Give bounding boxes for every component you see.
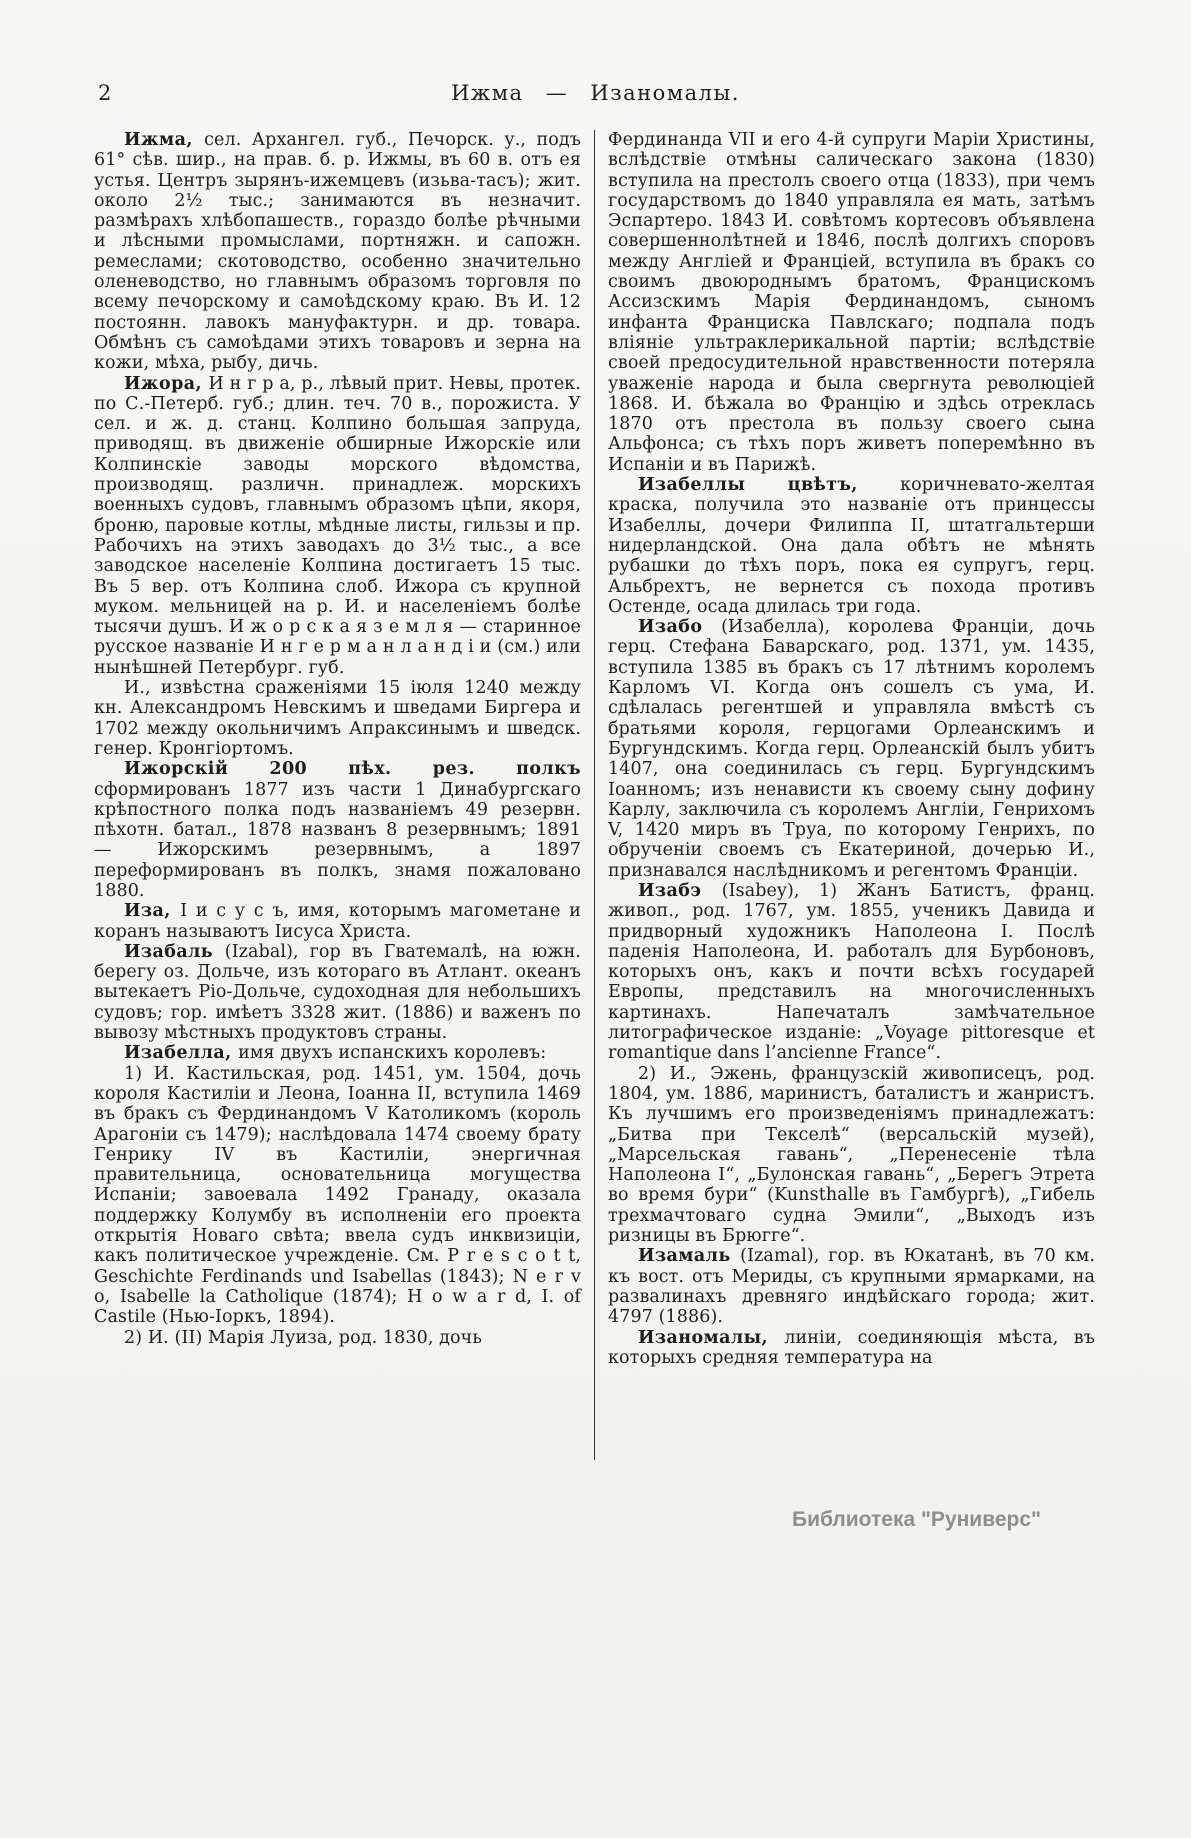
- entry-term: Изабаль: [124, 941, 225, 962]
- entry-paragraph: Ижорскій 200 пѣх. рез. полкъ сформированъ 1877 изъ части 1 Динабургскаго крѣпостного полка подъ названіемъ 49 резервн. пѣхотн. батал., 1878 названъ 8 резервнымъ; 1891 — Ижорскимъ резервнымъ, а 1897 переформированъ въ полкъ, знамя пожаловано 1880.: [94, 759, 581, 901]
- running-header: [94, 76, 1097, 118]
- entry-term: Иза,: [124, 901, 181, 922]
- entry-term: Изабелла,: [124, 1043, 239, 1064]
- entry-term: Ижма,: [124, 130, 205, 150]
- entry-term: Изабо: [638, 617, 722, 638]
- entry-paragraph: Изабэ (Isabey), 1) Жанъ Батистъ, франц. живоп., род. 1767, ум. 1855, ученикъ Давида и придворный художникъ Наполеона I. Послѣ паденія Наполеона, И. работалъ для Бурбоновъ, которыхъ онъ, какъ и почти всѣхъ государей Европы, представилъ на многочисленныхъ картинахъ. Напечаталъ замѣчательное литографическое изданіе: „Voyage pittoresque et romantique dans l’ancienne France“.: [608, 880, 1095, 1064]
- page-title: Ижма — Изаномалы.: [451, 81, 740, 105]
- text-columns: [94, 130, 1097, 1460]
- column-right: [608, 130, 1095, 1460]
- entry-paragraph: Фердинанда VII и его 4-й супруги Маріи Христины, вслѣдствіе отмѣны салическаго закона (1830) вступила на престолъ своего отца (1833), при чемъ государствомъ до 1840 управляла ея мать, затѣмъ Эспартеро. 1843 И. совѣтомъ кортесовъ объявлена совершеннолѣтней и 1846, послѣ долгихъ споровъ между Англіей и Франціей, вступила въ бракъ со своимъ двоюроднымъ братомъ, Францискомъ Ассизскимъ Марія Фердинандомъ, сыномъ инфанта Франциска Павлскаго; подпала подъ вліяніе ультраклерикальной партіи; вслѣдствіе своей предосудительной нравственности потеряла уваженіе народа и была свергнута революціей 1868. И. бѣжала во Францію и здѣсь отреклась 1870 отъ престола въ пользу своего сына Альфонса; съ тѣхъ поръ живетъ поперемѣнно въ Испаніи и въ Парижѣ.: [608, 130, 1095, 475]
- entry-paragraph: Ижма, сел. Архангел. губ., Печорск. у., подъ 61° сѣв. шир., на прав. б. р. Ижмы, въ 60 в. отъ ея устья. Центръ зырянъ-ижемцевъ (изьва-тасъ); жит. около 2½ тыс.; занимаются въ незначит. размѣрахъ хлѣбопашеств., гораздо болѣе рѣчными и лѣсными промыслами, портняжн. и сапожн. ремеслами; скотоводство, особенно значительно оленеводство, но главнымъ образомъ торговля по всему печорскому и самоѣдскому краю. Въ И. 12 постоянн. лавокъ мануфактурн. и др. товара. Обмѣнъ съ самоѣдами этихъ товаровъ и зерна на кожи, мѣха, рыбу, дичь.: [94, 130, 581, 374]
- column-left: [94, 130, 581, 1460]
- entry-term: Изабэ: [638, 880, 722, 901]
- entry-paragraph: Изабелла, имя двухъ испанскихъ королевъ:: [124, 1043, 547, 1064]
- entry-paragraph: И., извѣстна сраженіями 15 іюля 1240 между кн. Александромъ Невскимъ и шведами Биргера и 1702 между окольничимъ Апраксинымъ и шведск. генер. Кронгіортомъ.: [94, 678, 581, 759]
- entry-paragraph: 1) И. Кастильская, род. 1451, ум. 1504, дочь короля Кастиліи и Леона, Іоанна II, вступила 1469 въ бракъ съ Фердинандомъ V Католикомъ (король Арагоніи съ 1479); наслѣдовала 1474 своему брату Генрику IV въ Кастиліи, энергичная правительница, основательница могущества Испаніи; завоевала 1492 Гранаду, оказала поддержку Колумбу въ исполненіи его проекта открытія Новаго свѣта; ввела судъ инквизиціи, какъ политическое учрежденіе. См. P r e s c o t t, Geschichte Ferdinands und Isabellas (1843); N e r v o, Isabelle la Catholique (1874); H o w a r d, I. of Castile (Нью-Іоркъ, 1894).: [94, 1063, 581, 1328]
- entry-paragraph: Изабеллы цвѣтъ, коричневато-желтая краска, получила это названіе отъ принцессы Изабеллы, дочери Филиппа II, штатгальтерши нидерландской. Она дала обѣтъ не мѣнять рубашки до тѣхъ поръ, пока ея супругъ, герц. Альбрехтъ, не вернется съ похода противъ Остенде, осада длилась три года.: [608, 475, 1095, 617]
- entry-term: Ижорскій 200 пѣх. рез. полкъ: [124, 759, 581, 780]
- entry-paragraph: Изаномалы, линіи, соединяющія мѣста, въ которыхъ средняя температура на: [608, 1327, 1095, 1368]
- entry-paragraph: 2) И. (II) Марія Луиза, род. 1830, дочь: [124, 1327, 482, 1348]
- column-divider: [594, 130, 595, 1460]
- entry-paragraph: Изабаль (Izabal), гор въ Гватемалѣ, на южн. берегу оз. Дольче, изъ котораго въ Атлант. океанъ вытекаетъ Ріо-Дольче, судоходная для небольшихъ судовъ; гор. имѣетъ 3328 жит. (1886) и важенъ по вывозу мѣстныхъ продуктовъ страны.: [94, 941, 581, 1044]
- entry-paragraph: 2) И., Эжень, французскій живописецъ, род. 1804, ум. 1886, маринистъ, баталистъ и жанристъ. Къ лучшимъ его произведеніямъ принадлежатъ: „Битва при Текселѣ“ (версальскій музей), „Марсельская гавань“, „Перенесеніе тѣла Наполеона I“, „Булонская гавань“, „Берегъ Этрета во время бури“ (Kunsthalle въ Гамбургѣ), „Гибель трехмачтоваго судна Эмили“, „Выходъ изъ ризницы въ Брюгге“.: [608, 1063, 1095, 1247]
- page-content: [94, 76, 1097, 1460]
- entry-term: Изамаль: [638, 1246, 741, 1267]
- entry-paragraph: Ижора, И н г р а, р., лѣвый прит. Невы, протек. по С.-Петерб. губ.; длин. теч. 70 в., порожиста. У сел. и ж. д. станц. Колпино большая запруда, приводящ. въ движеніе обширные Ижорскіе или Колпинскіе заводы морского вѣдомства, производящ. различн. принадлеж. морскихъ военныхъ судовъ, главнымъ образомъ цѣпи, якоря, броню, паровые котлы, мѣдные листы, гильзы и пр. Рабочихъ на этихъ заводахъ до 3½ тыс., а все заводское населеніе Колпина достигаетъ 15 тыс. Въ 5 вер. отъ Колпина слоб. Ижора съ крупной муком. мельницей на р. И. и населеніемъ болѣе тысячи душъ. И ж о р с к а я з е м л я — старинное русское названіе И н г е р м а н л а н д і и (см.) или нынѣшней Петербург. губ.: [94, 373, 581, 678]
- page-number: 2: [98, 81, 112, 105]
- entry-term: Изабеллы цвѣтъ,: [638, 475, 901, 496]
- library-watermark: Библиотека "Руниверс": [791, 1508, 1041, 1531]
- entry-term: Изаномалы,: [638, 1327, 785, 1348]
- entry-paragraph: Иза, І и с у с ъ, имя, которымъ магометане и коранъ называютъ Іисуса Христа.: [94, 901, 581, 942]
- entry-paragraph: Изамаль (Izamal), гор. въ Юкатанѣ, въ 70 км. къ вост. отъ Мериды, съ крупными ярмарками, на развалинахъ древняго индѣйскаго города; жит. 4797 (1886).: [608, 1246, 1095, 1328]
- entry-term: Ижора,: [124, 373, 209, 394]
- entry-paragraph: Изабо (Изабелла), королева Франціи, дочь герц. Стефана Баварскаго, род. 1371, ум. 1435, вступила 1385 въ бракъ съ 17 лѣтнимъ королемъ Карломъ VI. Когда онъ сошелъ съ ума, И. сдѣлалась регентшей и управляла вмѣстѣ съ братьями короля, герцогами Орлеанскимъ и Бургундскимъ. Когда герц. Орлеанскій былъ убитъ 1407, она соединилась съ герц. Бургундскимъ Іоанномъ; изъ ненависти къ своему сыну дофину Карлу, заключила съ королемъ Англіи, Генрихомъ V, 1420 миръ въ Труа, по которому Генрихъ, по обрученіи своемъ съ Екатериной, дочерью И., признавался наслѣдникомъ и регентомъ Франціи.: [608, 617, 1095, 881]
